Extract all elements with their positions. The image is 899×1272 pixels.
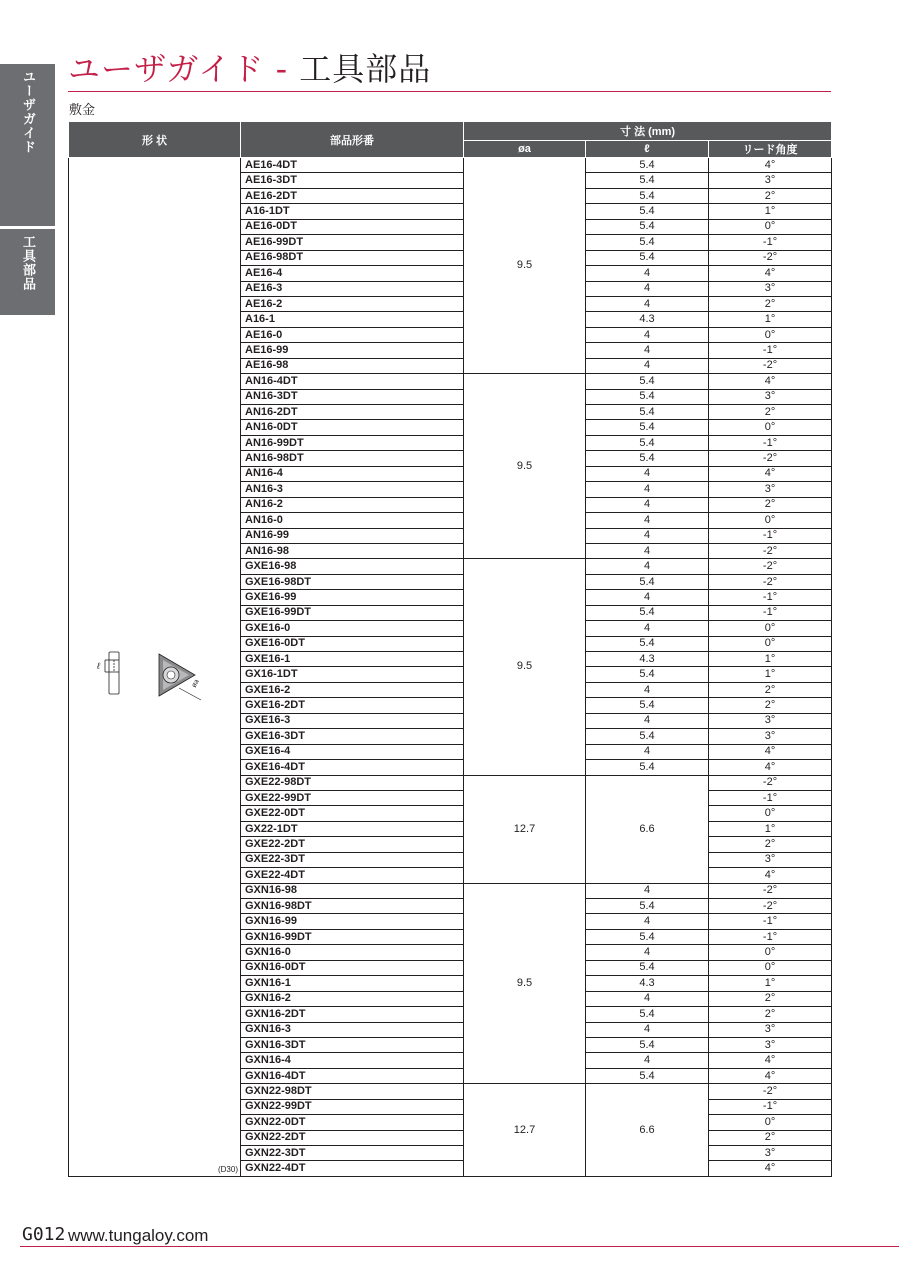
lead-angle-cell: 1° [709, 312, 832, 327]
l-cell: 4.3 [586, 652, 709, 667]
lead-angle-cell: 2° [709, 991, 832, 1006]
l-cell: 4 [586, 945, 709, 960]
part-number-cell: GXE22-4DT [241, 868, 464, 883]
lead-angle-cell: -2° [709, 358, 832, 373]
l-cell: 4 [586, 466, 709, 481]
l-cell: 4.3 [586, 312, 709, 327]
part-number-cell: AE16-2DT [241, 188, 464, 203]
part-number-cell: AN16-98DT [241, 451, 464, 466]
side-tab-tool-parts[interactable] [0, 229, 55, 315]
l-cell: 4.3 [586, 976, 709, 991]
l-cell: 4 [586, 358, 709, 373]
oa-label: øa [190, 678, 201, 689]
part-number-cell: GXN16-99DT [241, 929, 464, 944]
l-cell: 4 [586, 281, 709, 296]
lead-angle-cell: -2° [709, 1084, 832, 1099]
part-number-cell: AN16-99DT [241, 435, 464, 450]
lead-angle-cell: 3° [709, 1037, 832, 1052]
lead-angle-cell: 3° [709, 1146, 832, 1161]
lead-angle-cell: 4° [709, 266, 832, 281]
part-number-cell: GXN16-0 [241, 945, 464, 960]
l-cell: 4 [586, 528, 709, 543]
lead-angle-cell: -1° [709, 435, 832, 450]
part-number-cell: AN16-0DT [241, 420, 464, 435]
l-cell: 5.4 [586, 158, 709, 173]
lead-angle-cell: 4° [709, 868, 832, 883]
title-part1: ユーザガイド - [68, 50, 300, 88]
part-number-cell: GXE16-0DT [241, 636, 464, 651]
part-number-cell: GXE16-98 [241, 559, 464, 574]
title-part2: 工具部品 [299, 50, 432, 88]
insert-side-view-icon [105, 652, 119, 694]
lead-angle-cell: 4° [709, 1068, 832, 1083]
l-cell: 5.4 [586, 389, 709, 404]
part-number-cell: AN16-2 [241, 497, 464, 512]
l-cell: 5.4 [586, 1037, 709, 1052]
lead-angle-cell: -2° [709, 250, 832, 265]
side-tab-label: ユーザガイド [20, 70, 35, 154]
header-l: ℓ [586, 141, 709, 158]
lead-angle-cell: 2° [709, 1007, 832, 1022]
lead-angle-cell: 0° [709, 945, 832, 960]
l-cell: 4 [586, 513, 709, 528]
l-cell: 4 [586, 590, 709, 605]
lead-angle-cell: 2° [709, 405, 832, 420]
part-number-cell: GXN16-99 [241, 914, 464, 929]
lead-angle-cell: 0° [709, 1115, 832, 1130]
l-cell: 4 [586, 266, 709, 281]
l-cell: 4 [586, 327, 709, 342]
part-number-cell: GXN22-0DT [241, 1115, 464, 1130]
insert-top-view-icon [159, 654, 201, 700]
l-cell: 5.4 [586, 173, 709, 188]
lead-angle-cell: 1° [709, 204, 832, 219]
part-number-cell: GXE16-99 [241, 590, 464, 605]
part-number-cell: GXN16-2 [241, 991, 464, 1006]
part-number-cell: GXE22-3DT [241, 852, 464, 867]
lead-angle-cell: 4° [709, 1053, 832, 1068]
part-number-cell: GXE22-2DT [241, 837, 464, 852]
part-number-cell: GXN16-3DT [241, 1037, 464, 1052]
table-body [69, 158, 832, 1177]
part-number-cell: AN16-3 [241, 482, 464, 497]
part-number-cell: A16-1DT [241, 204, 464, 219]
l-cell: 5.4 [586, 960, 709, 975]
part-number-cell: GXN22-2DT [241, 1130, 464, 1145]
lead-angle-cell: -2° [709, 899, 832, 914]
part-number-cell: AN16-0 [241, 513, 464, 528]
lead-angle-cell: 0° [709, 636, 832, 651]
lead-angle-cell: 2° [709, 682, 832, 697]
l-cell: 6.6 [586, 775, 709, 883]
part-number-cell: AN16-4 [241, 466, 464, 481]
l-cell: 5.4 [586, 1068, 709, 1083]
lead-angle-cell: -2° [709, 451, 832, 466]
lead-angle-cell: -2° [709, 775, 832, 790]
l-cell: 5.4 [586, 204, 709, 219]
shape-note: (D30) [217, 1164, 238, 1174]
l-cell: 4 [586, 497, 709, 512]
l-cell: 4 [586, 343, 709, 358]
lead-angle-cell: -1° [709, 1099, 832, 1114]
lead-angle-cell: -2° [709, 559, 832, 574]
lead-angle-cell: 4° [709, 158, 832, 173]
part-number-cell: GXN16-4DT [241, 1068, 464, 1083]
l-cell: 5.4 [586, 374, 709, 389]
oa-cell: 12.7 [464, 775, 586, 883]
oa-cell: 9.5 [464, 374, 586, 559]
oa-cell: 9.5 [464, 559, 586, 775]
lead-angle-cell: 2° [709, 837, 832, 852]
lead-angle-cell: 3° [709, 389, 832, 404]
header-part-no: 部品形番 [241, 122, 464, 158]
parts-table [68, 121, 832, 1177]
l-cell: 5.4 [586, 760, 709, 775]
l-cell: 5.4 [586, 405, 709, 420]
l-cell: 5.4 [586, 420, 709, 435]
part-number-cell: A16-1 [241, 312, 464, 327]
part-number-cell: GX22-1DT [241, 821, 464, 836]
lead-angle-cell: -1° [709, 605, 832, 620]
lead-angle-cell: 0° [709, 219, 832, 234]
lead-angle-cell: 3° [709, 713, 832, 728]
part-number-cell: GXE16-3DT [241, 729, 464, 744]
part-number-cell: GXN16-0DT [241, 960, 464, 975]
lead-angle-cell: 3° [709, 281, 832, 296]
part-number-cell: GXE16-2DT [241, 698, 464, 713]
l-cell: 5.4 [586, 1007, 709, 1022]
part-number-cell: AE16-98 [241, 358, 464, 373]
lead-angle-cell: 2° [709, 296, 832, 311]
l-cell: 5.4 [586, 667, 709, 682]
insert-drawing [83, 648, 223, 708]
part-number-cell: AE16-3 [241, 281, 464, 296]
l-cell: 6.6 [586, 1084, 709, 1177]
part-number-cell: AE16-99DT [241, 235, 464, 250]
lead-angle-cell: 3° [709, 729, 832, 744]
part-number-cell: GXE22-0DT [241, 806, 464, 821]
oa-cell: 12.7 [464, 1084, 586, 1177]
l-cell: 4 [586, 621, 709, 636]
lead-angle-cell: 1° [709, 667, 832, 682]
part-number-cell: GXE16-99DT [241, 605, 464, 620]
l-cell: 5.4 [586, 636, 709, 651]
part-number-cell: GXE16-98DT [241, 574, 464, 589]
part-number-cell: AE16-4 [241, 266, 464, 281]
l-cell: 5.4 [586, 698, 709, 713]
lead-angle-cell: 0° [709, 621, 832, 636]
part-number-cell: AE16-2 [241, 296, 464, 311]
part-number-cell: AE16-99 [241, 343, 464, 358]
part-number-cell: GXE16-1 [241, 652, 464, 667]
l-cell: 5.4 [586, 451, 709, 466]
l-cell: 5.4 [586, 729, 709, 744]
oa-cell: 9.5 [464, 883, 586, 1084]
shape-cell [69, 158, 241, 1177]
l-cell: 5.4 [586, 435, 709, 450]
l-cell: 5.4 [586, 899, 709, 914]
part-number-cell: GXE22-99DT [241, 790, 464, 805]
lead-angle-cell: 1° [709, 652, 832, 667]
l-cell: 4 [586, 682, 709, 697]
part-number-cell: AN16-2DT [241, 405, 464, 420]
lead-angle-cell: -1° [709, 790, 832, 805]
lead-angle-cell: -2° [709, 543, 832, 558]
lead-angle-cell: 3° [709, 1022, 832, 1037]
l-cell: 4 [586, 296, 709, 311]
section-subtitle: 敷金 [69, 103, 96, 118]
title-rule [68, 91, 831, 92]
part-number-cell: GXE16-2 [241, 682, 464, 697]
l-cell: 4 [586, 991, 709, 1006]
l-cell: 4 [586, 914, 709, 929]
l-cell: 4 [586, 559, 709, 574]
lead-angle-cell: -2° [709, 574, 832, 589]
l-cell: 5.4 [586, 605, 709, 620]
l-cell: 4 [586, 883, 709, 898]
part-number-cell: GXN22-4DT [241, 1161, 464, 1176]
header-oa: øa [464, 141, 586, 158]
part-number-cell: AE16-3DT [241, 173, 464, 188]
lead-angle-cell: 4° [709, 374, 832, 389]
lead-angle-cell: 4° [709, 466, 832, 481]
part-number-cell: GXN22-98DT [241, 1084, 464, 1099]
lead-angle-cell: 0° [709, 960, 832, 975]
part-number-cell: GXN16-2DT [241, 1007, 464, 1022]
lead-angle-cell: -1° [709, 343, 832, 358]
lead-angle-cell: 0° [709, 513, 832, 528]
part-number-cell: AN16-4DT [241, 374, 464, 389]
lead-angle-cell: 1° [709, 976, 832, 991]
lead-angle-cell: 0° [709, 327, 832, 342]
l-cell: 4 [586, 1053, 709, 1068]
part-number-cell: AE16-98DT [241, 250, 464, 265]
part-number-cell: AN16-99 [241, 528, 464, 543]
part-number-cell: AN16-3DT [241, 389, 464, 404]
l-cell: 5.4 [586, 188, 709, 203]
part-number-cell: GXN16-98 [241, 883, 464, 898]
l-cell: 5.4 [586, 250, 709, 265]
l-cell: 5.4 [586, 574, 709, 589]
part-number-cell: GX16-1DT [241, 667, 464, 682]
lead-angle-cell: 3° [709, 482, 832, 497]
header-shape: 形 状 [69, 122, 241, 158]
l-cell: 5.4 [586, 219, 709, 234]
header-lead-angle: リード角度 [709, 141, 832, 158]
table-row [69, 158, 832, 173]
lead-angle-cell: 3° [709, 173, 832, 188]
part-number-cell: GXE22-98DT [241, 775, 464, 790]
lead-angle-cell: -1° [709, 929, 832, 944]
page-title [68, 44, 431, 90]
part-number-cell: GXE16-3 [241, 713, 464, 728]
part-number-cell: AN16-98 [241, 543, 464, 558]
lead-angle-cell: 4° [709, 1161, 832, 1176]
part-number-cell: GXN22-3DT [241, 1146, 464, 1161]
lead-angle-cell: 0° [709, 806, 832, 821]
lead-angle-cell: 2° [709, 497, 832, 512]
lead-angle-cell: 2° [709, 188, 832, 203]
l-cell: 4 [586, 1022, 709, 1037]
side-tab-label: 工具部品 [20, 235, 35, 291]
part-number-cell: GXE16-0 [241, 621, 464, 636]
part-number-cell: AE16-0DT [241, 219, 464, 234]
lead-angle-cell: -2° [709, 883, 832, 898]
l-cell: 4 [586, 482, 709, 497]
l-cell: 4 [586, 713, 709, 728]
l-label: ℓ [97, 661, 100, 671]
lead-angle-cell: -1° [709, 235, 832, 250]
part-number-cell: GXE16-4 [241, 744, 464, 759]
footer-url[interactable]: www.tungaloy.com [68, 1226, 209, 1245]
part-number-cell: AE16-0 [241, 327, 464, 342]
part-number-cell: GXN16-3 [241, 1022, 464, 1037]
page-number: G012 [22, 1224, 66, 1245]
lead-angle-cell: 2° [709, 1130, 832, 1145]
l-cell: 4 [586, 543, 709, 558]
side-tab-user-guide[interactable] [0, 64, 55, 226]
lead-angle-cell: -1° [709, 914, 832, 929]
part-number-cell: GXN16-1 [241, 976, 464, 991]
lead-angle-cell: 1° [709, 821, 832, 836]
l-cell: 5.4 [586, 929, 709, 944]
part-number-cell: AE16-4DT [241, 158, 464, 173]
lead-angle-cell: -1° [709, 528, 832, 543]
part-number-cell: GXN16-98DT [241, 899, 464, 914]
l-cell: 5.4 [586, 235, 709, 250]
part-number-cell: GXE16-4DT [241, 760, 464, 775]
l-cell: 4 [586, 744, 709, 759]
footer-rule [20, 1246, 899, 1247]
lead-angle-cell: 4° [709, 744, 832, 759]
lead-angle-cell: -1° [709, 590, 832, 605]
part-number-cell: GXN22-99DT [241, 1099, 464, 1114]
header-dimensions: 寸 法 (mm) [464, 122, 832, 141]
lead-angle-cell: 0° [709, 420, 832, 435]
lead-angle-cell: 4° [709, 760, 832, 775]
lead-angle-cell: 3° [709, 852, 832, 867]
oa-cell: 9.5 [464, 158, 586, 374]
lead-angle-cell: 2° [709, 698, 832, 713]
part-number-cell: GXN16-4 [241, 1053, 464, 1068]
